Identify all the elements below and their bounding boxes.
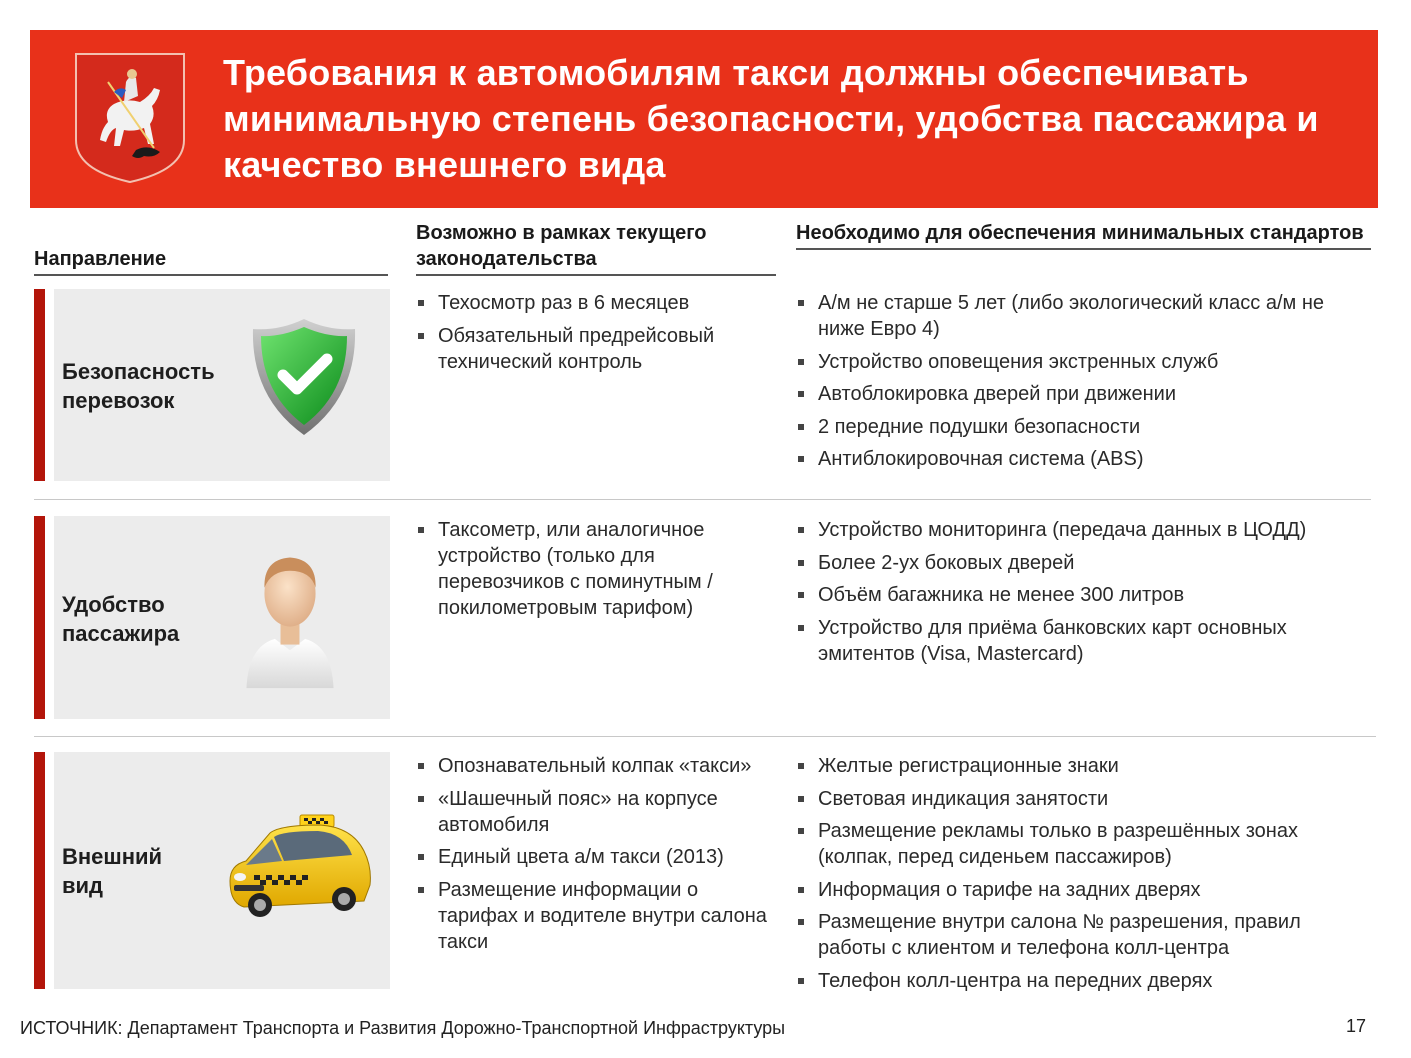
- list-item: Антиблокировочная система (ABS): [796, 446, 1366, 472]
- list-item: Таксометр, или аналогичное устройство (только для перевозчиков с поминутным / покилометровым тарифом): [416, 517, 766, 621]
- list-item: Автоблокировка дверей при движении: [796, 381, 1366, 407]
- column-header-current: Возможно в рамках текущего законодательства: [416, 220, 776, 276]
- list-item: Устройство оповещения экстренных служб: [796, 349, 1366, 375]
- direction-cell-safety: [54, 289, 390, 481]
- list-item: Размещение рекламы только в разрешённых зонах (колпак, перед сиденьем пассажиров): [796, 818, 1366, 870]
- list-item: Размещение информации о тарифах и водителе внутри салона такси: [416, 877, 768, 955]
- list-item: Телефон колл-центра на передних дверях: [796, 968, 1366, 994]
- direction-label-safety: Безопасность перевозок: [62, 359, 215, 413]
- page-number: 17: [1346, 1016, 1367, 1036]
- list-item: А/м не старше 5 лет (либо экологический класс а/м не ниже Евро 4): [796, 290, 1366, 342]
- required-list-comfort: [796, 517, 1366, 673]
- list-item: 2 передние подушки безопасности: [796, 414, 1366, 440]
- row-accent-bar: [34, 516, 45, 719]
- list-item: Более 2-ух боковых дверей: [796, 550, 1366, 576]
- direction-label-appearance: Внешний вид: [62, 844, 163, 898]
- list-item: Объём багажника не менее 300 литров: [796, 582, 1366, 608]
- list-item: «Шашечный пояс» на корпусе автомобиля: [416, 786, 768, 838]
- page-title: Требования к автомобилям такси должны обеспечивать минимальную степень безопасности, удобства пассажира и качество внешнего вида: [223, 52, 1319, 185]
- shield-check-icon: [248, 317, 360, 437]
- row-divider: [34, 736, 1376, 737]
- row-accent-bar: [34, 752, 45, 989]
- taxi-car-icon: [224, 810, 374, 922]
- passenger-icon: [240, 548, 340, 690]
- column-header-required: Необходимо для обеспечения минимальных стандартов: [796, 220, 1371, 250]
- direction-label-comfort: Удобство пассажира: [62, 592, 180, 646]
- required-list-safety: [796, 290, 1366, 479]
- list-item: Техосмотр раз в 6 месяцев: [416, 290, 772, 316]
- source-note: ИСТОЧНИК: Департамент Транспорта и Развития Дорожно-Транспортной Инфраструктуры: [20, 1018, 786, 1038]
- moscow-coat-of-arms-icon: [74, 52, 186, 184]
- row-accent-bar: [34, 289, 45, 481]
- list-item: Желтые регистрационные знаки: [796, 753, 1366, 779]
- list-item: Устройство мониторинга (передача данных в ЦОДД): [796, 517, 1366, 543]
- direction-cell-comfort: [54, 516, 390, 719]
- list-item: Устройство для приёма банковских карт основных эмитентов (Visa, Mastercard): [796, 615, 1366, 667]
- list-item: Информация о тарифе на задних дверях: [796, 877, 1366, 903]
- row-divider: [34, 499, 1371, 500]
- current-list-appearance: [416, 753, 768, 961]
- list-item: Световая индикация занятости: [796, 786, 1366, 812]
- required-list-appearance: [796, 753, 1366, 1000]
- current-list-comfort: [416, 517, 766, 628]
- column-header-direction: Направление: [34, 246, 388, 276]
- list-item: Единый цвета а/м такси (2013): [416, 844, 768, 870]
- list-item: Размещение внутри салона № разрешения, правил работы с клиентом и телефона колл-центра: [796, 909, 1366, 961]
- list-item: Обязательный предрейсовый технический контроль: [416, 323, 772, 375]
- current-list-safety: [416, 290, 772, 381]
- direction-cell-appearance: [54, 752, 390, 989]
- header-banner: [30, 30, 1378, 208]
- list-item: Опознавательный колпак «такси»: [416, 753, 768, 779]
